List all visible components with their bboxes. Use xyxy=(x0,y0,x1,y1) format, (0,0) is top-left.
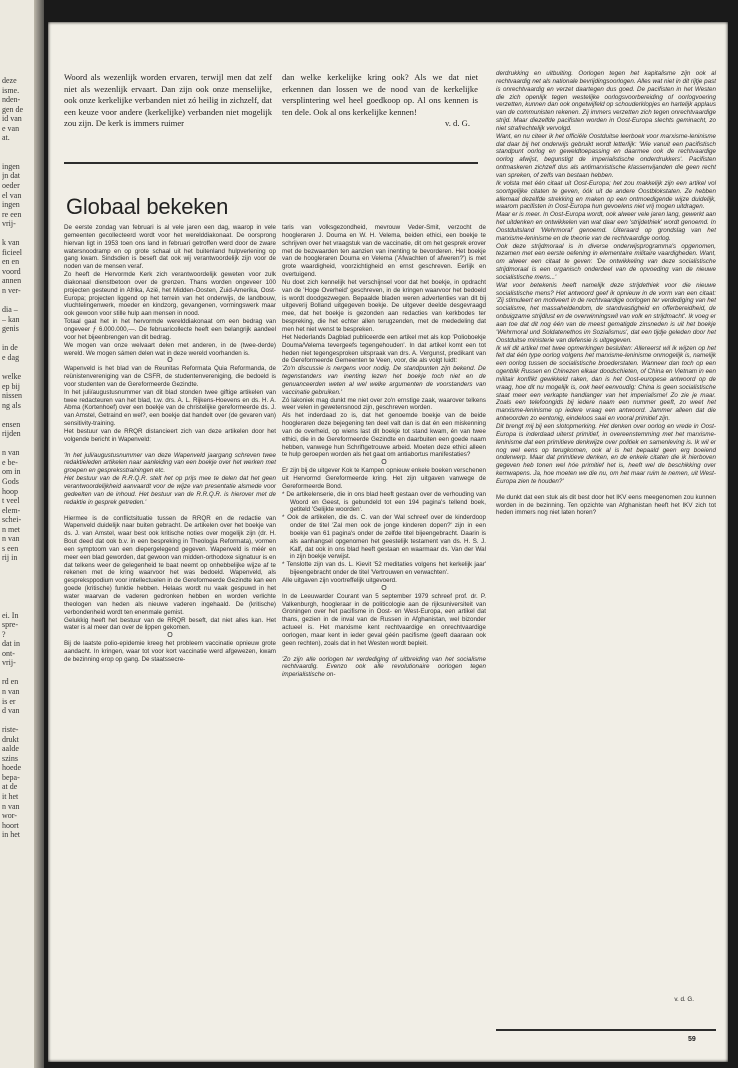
facing-page-fragment: spre- xyxy=(2,620,18,630)
facing-page-fragment xyxy=(2,439,34,449)
facing-page-fragment: riste- xyxy=(2,725,19,735)
facing-page-fragment xyxy=(2,410,34,420)
facing-page-fragment: n van xyxy=(2,448,20,458)
facing-page-fragment: d van xyxy=(2,706,20,716)
paragraph: Alle uitgaven zijn voortreffelijk uitgevoerd. xyxy=(282,576,397,584)
previous-article-signature: v. d. G. xyxy=(445,118,470,128)
facing-page-fragment: ? xyxy=(2,629,6,639)
paragraph: Dit brengt mij bij een slotopmerking. Het denken over oorlog en vrede in Oost-Europa is inderdaad uiterst primitief, in overeenstemming met het marxisme-leninisme dat een primitieve denkwijze over politiek en samenleving is. Ik wil er nog wel eens op terugkomen, ook al is het bepaald geen erg boeiend onderwerp. Maar dat primitieve denken, en de enkele citaten die ik hierboven gegeven heb tonen wel hóe primitief het is, heeft wel de beschikking over kernwapens. Ja, hoe moeten we die nu, om het maar ruim te nemen, uit West-Europa zien te houden?' xyxy=(496,422,716,485)
facing-page-fragment: welke xyxy=(2,371,22,381)
paragraph: Er zijn bij de uitgever Kok te Kampen opnieuw enkele boeken verschenen uit Hervormd Gereformeerde kring. Het zijn uitgaven vanwege de Gereformeerde Bond. xyxy=(282,467,486,490)
facing-page-fragment: in de xyxy=(2,343,18,353)
facing-page-fragment: schei- xyxy=(2,515,22,525)
paragraph: Ik volsta met één citaat uit Oost-Europa; het zou makkelijk zijn een artikel vol soortgelijke citaten te geven, óók uit de andere Oostblokstaten. Ze hebben allemaal dezelfde strekking en maken op een ontmoedigende wijze duidelijk, waarom pacifisten in Oost-Europa hun gevoelens niet vrij mogen uitdragen. xyxy=(496,179,716,211)
facing-page-fragment: Gods xyxy=(2,476,19,486)
paragraph: Maar er is meer. In Oost-Europa wordt, ook alweer vele jaren lang, gewerkt aan het uitdenken en ontwikkelen van wat daar een 'strijdethiek' wordt genoemd. In Oostduitsland 'Wehrmoral' genoemd. Uiteraard op grondslag van het marxisme-leninisme en de theorie van de rechtvaardige oorlog. xyxy=(496,211,717,242)
paragraph: Wapenveld is het blad van de Reunitas Reformata Quia Reformanda, de reünistenvereniging van de CSFR, de studentenvereniging, die bedoeld is voor studenten van de Gereformeerde Gezindte. xyxy=(64,365,276,388)
facing-page-fragment: dia – xyxy=(2,305,18,315)
paragraph: Het Nederlands Dagblad publiceerde een artikel met als kop 'Polioboekje Douma/Velema tevergeefs tegengehouden'. In dat artikel komt een tot heden niet tegengesproken uitspraak van drs. A. Vergunst, predikant van de Gereformeerde Gemeenten te Veen, voor, die als volgt luidt: xyxy=(282,333,486,365)
facing-page-fragment xyxy=(2,143,34,153)
facing-page-fragment: bepa- xyxy=(2,772,20,782)
facing-page-fragment: n ver- xyxy=(2,286,21,296)
facing-page-fragment: hoort xyxy=(2,820,19,830)
section-separator-circle: O xyxy=(167,357,173,365)
paragraph: 'In het juli/augustusnummer van deze Wapenveld jaargang schreven twee redaktieleden artikelen naar aanleiding van een boekje over het werken met groepen en gespreksstrainingen etc. xyxy=(64,451,276,475)
facing-page-fragment: en en xyxy=(2,257,20,267)
facing-page-fragment: elem- xyxy=(2,505,21,515)
paragraph: Hiermee is de conflictsituatie tussen de RRQR en de redactie van Wapenveld duidelijk naar buiten gebracht. De artikelen over het boekje van ds. J. van Amstel, waar best ook kritische noties over mogelijk zijn (dr. H. Bout deed dat ook b.v. in een bespreking in Theologia Reformata), vormen een symptoom van een diepergelegend gegeven. Wapenveld is méér en meer een blad geworden, dat gewoon van midden-orthodoxe signatuur is en dat telkens weer de gelegenheid te baat neemt op onhebbelijke wijze af te rekenen met de kring waarvoor het was bedoeld. Wapenveld, als gespreksppodium voor intellectuelen in de Gereformeerde Gezindte kan een goede (kritische) funktie hebben. Helaas wordt nu vaak gespuwd in het water waarvan de vaderen gedronken hebben en worden verlichte theologen van heden als nieuwe vaderen ingehaald. De (kritische) verbondenheid wordt ten enenmale gemist. xyxy=(64,514,276,616)
facing-page-fragment: vrij- xyxy=(2,658,16,668)
facing-page-fragment xyxy=(2,334,34,344)
facing-page-fragment: ficieel xyxy=(2,247,22,257)
facing-page-fragment: rijden xyxy=(2,429,21,439)
facing-page-fragment: n met xyxy=(2,524,20,534)
paragraph: 'Zo'n discussie is nergens voor nodig. De standpunten zijn bekend. De tegenstanders van inenting lezen het boekje toch niet en de genuanceerden weten al wel welke argumenten de voorstanders van vaccinatie gebruiken.' xyxy=(282,365,486,396)
facing-page-fragment: rd en xyxy=(2,677,19,687)
column-3-signature-wrap xyxy=(496,996,716,1004)
facing-page-fragment: deze xyxy=(2,76,17,85)
facing-page-fragment: it het xyxy=(2,792,19,802)
article-signature: v. d. G. xyxy=(674,996,694,1004)
facing-page-fragment: n van xyxy=(2,534,20,544)
facing-page-edge xyxy=(0,0,44,1068)
facing-page-fragment xyxy=(2,229,34,239)
facing-page-fragment: in het xyxy=(2,830,20,840)
facing-page-fragment: e be- xyxy=(2,457,18,467)
facing-page-fragment: ep bij xyxy=(2,381,20,391)
facing-page-fragment: e dag xyxy=(2,352,20,362)
facing-page-fragment: – kan xyxy=(2,314,20,324)
facing-page-fragment: nden- xyxy=(2,95,21,105)
facing-page-fragment: t veel xyxy=(2,496,20,506)
paragraph: taris van volksgezondheid, mevrouw Veder-Smit, verzocht de hoogleraren J. Douma en W. H. Velema, beiden ethici, een boekje te schrijven over het vraagstuk van de vaccinatie, dit om het gesprek erover met de bezwaarden ten aanzien van inenting te bevorderen. Het boekje van de hoogleraren Douma en Velema ('Afwachten of afweren?') is met grote waardigheid, voorzichtigheid en ernst geschreven. Eerlijk en overtuigend. xyxy=(282,224,486,279)
section-separator-circle: O xyxy=(381,584,387,592)
paragraph: Nu doet zich kennelijk het verschijnsel voor dat het boekje, in opdracht van de 'Hoge Overheid' geschreven, in de kringen waarvoor het bedoeld is wordt doodgezwegen. Bepaalde bladen weren advertenties van dit bij uitgeverij Bolland uitgegeven boekje. De uitgever deelde desgevraagd mee, dat het boekje is gezonden aan redacties van kerkbodes ter bespreking, die het echter allen terugzenden, met de mededeling dat men het niet wenst te bespreken. xyxy=(282,278,486,333)
paragraph: Het bestuur van de RRQR distancieert zich van deze artikelen door het volgende bericht in Wapenveld: xyxy=(64,427,276,443)
facing-page-fragment: voord xyxy=(2,266,21,276)
facing-page-fragment: ng als xyxy=(2,400,21,410)
facing-page-fragment: drukt xyxy=(2,734,19,744)
previous-article-end-right xyxy=(282,72,478,130)
facing-page-fragment: annen xyxy=(2,276,22,286)
facing-page-text xyxy=(2,76,34,840)
facing-page-fragment: jn dat xyxy=(2,171,20,181)
facing-page-fragment: at de xyxy=(2,782,18,792)
article-title: Globaal bekeken xyxy=(66,194,229,219)
facing-page-fragment xyxy=(2,296,34,306)
previous-article-text-left: Woord als wezenlijk worden ervaren, terwijl men dat zelf niet als wezenlijk ervaart. Dan zijn ook onze menselijke, ook onze kerkelijke verbanden niet zó heilig in zichzelf, dat een keuze voor andere (kerkelijke) verbanden niet mogelijk zou zijn. De kerk is immers ruimer xyxy=(64,72,272,128)
paragraph: In de Leeuwarder Courant van 5 september 1979 schreef prof. dr. P. Valkenburgh, hoogleraar in de politicologie aan de rijksuniversiteit van Groningen over het pacifisme in Oost- en West-Europa, een artikel dat thans, gezien in de inval van de Russen in Afghanistan, wel bizonder actueel is. Het marxisme kent rechtvaardige en onrechtvaardige oorlogen, maar kent in ieder geval géén pacifisme (geeft daaraan ook geen rechten), zoals dat in het Westen wordt bepleit. xyxy=(282,592,486,647)
facing-page-fragment: wor- xyxy=(2,811,17,821)
page-number: 59 xyxy=(688,1036,696,1043)
facing-page-fragment: at. xyxy=(2,133,10,143)
facing-page-fragment: is er xyxy=(2,696,16,706)
paragraph: In het juli/augustusnummer van dit blad stonden twee giftige artikelen van twee redacteuren van het blad, t.w. drs. A. L. Rijkens-Hoevens en ds. H. A. Abma (Kortenhoef) over een boekje van de christelijke gereformeerde ds. J. van Amstel, Getraind en wel?, een boekje dat handelt over (de gevaren van) sensitivity-training. xyxy=(64,388,276,428)
previous-article-text-right: dan welke kerkelijke kring ook? Als we dat niet erkennen dan lossen we de nood van de kerkelijke versplintering wel heel goedkoop op. Al ons kennen is ten dele. Ook al ons kerkelijke kennen! xyxy=(282,72,478,117)
paragraph: derdrukking en uitbuiting. Oorlogen tegen het kapitalisme zijn ook al rechtvaardig net als nationale bevrijdingsoorlogen. Alles wat niet in dit rijtje past is onrechtvaardig en verzet daartegen dus goed. De pacifisten in het Westen die zich openlijk tegen westelijke oorlogsvoorbereiding of oorlogvoering verzetten, kunnen dan ook ongetwijfeld op schouderklopjes en hartelijk applaus van de communisten rekenen. Zij immers verzetten zich tegen onrechtvaardige strijd. Maar diezelfde pacifisten worden in Oost-Europa slechts geminacht, zo niet strafrechtelijk vervolgd. xyxy=(496,70,716,132)
footer-divider xyxy=(496,1029,716,1031)
facing-page-fragment: s een xyxy=(2,543,19,553)
facing-page-fragment: oeder xyxy=(2,181,20,191)
section-divider xyxy=(64,162,478,164)
facing-page-fragment: id van xyxy=(2,114,22,124)
facing-page-fragment: ei. In xyxy=(2,610,19,620)
paragraph: Het bestuur van de R.R.Q.R. stelt het op prijs mee te delen dat het geen verantwoordelijkheid aanvaardt voor de wijze van presentatie alsmede voor gedeelten van de inhoud. Het bestuur van de R.R.Q.R. is hierover met de redaktie in gesprek getreden.' xyxy=(64,475,276,506)
section-separator-circle: O xyxy=(167,632,173,640)
facing-page-fragment xyxy=(2,152,34,162)
facing-page-fragment: k van xyxy=(2,238,20,248)
facing-page-fragment: gen de xyxy=(2,104,24,114)
facing-page-fragment xyxy=(2,572,34,582)
paragraph: Zo heeft de Hervormde Kerk zich verantwoordelijk geweten voor zulk diakonaal dienstbetoon over de grenzen. Thans worden ongeveer 100 projecten gesteund in Afrika, Azië, het Midden-Oosten, Zuid-Amerika, Oost-Europa; projecten liggend op het terrein van het onderwijs, de landbouw, vluchtelingenwerk, moeder en kindzorg, gevangenen, vormingswerk maar ook gewoon voor stille hulp aan mensen in nood. xyxy=(64,271,276,318)
facing-page-fragment: isme. xyxy=(2,85,20,95)
paragraph: De eerste zondag van februari is al vele jaren een dag, waarop in vele gemeenten gecollecteerd wordt voor het werelddiakonaat. De oorsprong hiervan ligt in 1953 toen ons land in februari getroffen werd door de zware watersnoodramp en op grote schaal uit het buitenland hulpverlening op gang kwam. Sindsdien is beseft dat ook wij verantwoordelijk zijn voor de noden van de mensen veraf. xyxy=(64,224,276,271)
facing-page-fragment: el van xyxy=(2,190,22,200)
facing-page-fragment xyxy=(2,601,34,611)
facing-page-fragment: ensen xyxy=(2,419,21,429)
section-separator-circle: O xyxy=(381,459,387,467)
facing-page-fragment: n van xyxy=(2,801,20,811)
paragraph: Bij de laatste polio-epidemie kreeg het probleem vaccinatie opnieuw grote aandacht. In kringen, waar tot voor kort vaccinatie werd afgewezen, kwam de bezinning erop op gang. De staatssecre- xyxy=(64,640,276,663)
facing-page-fragment: om in xyxy=(2,467,21,477)
facing-page-fragment xyxy=(2,716,34,726)
facing-page-fragment: ingen xyxy=(2,161,20,171)
facing-page-fragment: hoop xyxy=(2,486,18,496)
paragraph: Totaal gaat het in het hervormde werelddiakonaat om een bedrag van ongeveer ƒ 6.000.000,—. De februaricollecte heeft een belangrijk aandeel voor het bijeenbrengen van dit bedrag. xyxy=(64,318,276,341)
facing-page-fragment: e van xyxy=(2,123,20,133)
paragraph: Me dunkt dat een stuk als dit best door het IKV eens meegenomen zou kunnen worden in de bezinning. Ten opzichte van Afghanistan heeft het IKV zich tot heden immers nog niet laten horen? xyxy=(496,493,716,517)
facing-page-fragment: genis xyxy=(2,324,19,334)
facing-page-fragment: re een xyxy=(2,209,22,219)
paragraph: 'Zo zijn alle oorlogen ter verdediging of uitbreiding van het socialisme rechtvaardig. Evenzo ook alle revolutionaire oorlogen tegen imperialistische on- xyxy=(282,655,486,679)
paragraph: Wat voor betekenis heeft namelijk deze strijdethiek voor die nieuwe socialistische mens? Het antwoord geef ik opnieuw in de vorm van een citaat: 'Zij stimuleert en motiveert in de rechtvaardige oorlogen ter verdediging van het socialisme, het massaheldendom, de standvastigheid en offerbereidheid, de onbuigzame strijdlust en de overwinningswil van volk en strijdmacht'. Ik voeg er aan toe dat dit nog één van de meest gematigde zinsneden is uit het boekje 'Wehrmoral und Soldatenethos im Sozialismus', dat een tijdje geleden door het Oostduitse ministerie van defensie is uitgegeven. xyxy=(496,281,716,344)
facing-page-fragment: vrij- xyxy=(2,219,16,229)
paragraph: Ik wil dit artikel met twee opmerkingen besluiten: Allereerst wil ik wijzen op het feit dat één type oorlog volgens het marxisme-leninisme onmogelijk is, namelijk een oorlog tussen de socialistische broederstaten. Wanneer dan toch op een ogenblik Russen en Chinezen elkaar doodschieten, of China en Vietnam in een militair konflikt gewikkeld raken, dan is het Oost-europese antwoord op de vraag, hoe dit nu mogelijk is, ook heel eenvoudig: China is geen socialistische staat meer een verkapte handlanger van het imperialisme! Zo zie je maar. Zoals een telefoongids bij iedere naam een nummer geeft, zo weet het marxisme-leninisme op iedere vraag een antwoord. Jammer alleen dat die antwoorden zo eentonig, eindeloos saai en vooral primitief zijn. xyxy=(496,344,716,423)
facing-page-fragment xyxy=(2,582,34,592)
paragraph: * Ook de artikelen, die ds. C. van der Wal schreef over de kinderdoop onder de titel 'Zal men ook de jonge kinderen dopen?' zijn in een boekje van 61 pagina's onder de zelfde titel bijeengebracht. Daarin is als aanhangsel opgenomen het geestelijk testament van ds. H. S. J. Kalf, dat ook in ons blad heeft gestaan en waarmaar ds. Van der Wal in zijn boekje verwijst. xyxy=(282,514,486,561)
facing-page-fragment: rij in xyxy=(2,553,18,563)
paragraph: We mogen van onze welvaart delen met anderen, in de (twee-derde) wereld. We mogen sámen delen wat in deze wereld voorhanden is. xyxy=(64,341,276,357)
facing-page-fragment: aalde xyxy=(2,744,19,754)
paragraph: Zó lakoniek mag dunkt me niet over zo'n ernstige zaak, waarover telkens weer velen in gewetensnood zijn, geschreven worden. xyxy=(282,396,486,412)
magazine-page xyxy=(48,22,728,1062)
column-1 xyxy=(64,224,276,664)
paragraph: Gelukkig heeft het bestuur van de RRQR beseft, dat niet alles kan. Het water is al meer dan over de lippen gekomen. xyxy=(64,616,276,632)
column-3 xyxy=(496,70,716,517)
previous-article-end-left xyxy=(64,72,272,130)
facing-page-fragment: nissen xyxy=(2,391,22,401)
facing-page-fragment xyxy=(2,668,34,678)
book-gutter-shadow xyxy=(34,0,44,1068)
facing-page-fragment xyxy=(2,563,34,573)
column-2 xyxy=(282,224,486,679)
facing-page-fragment: n van xyxy=(2,687,20,696)
facing-page-fragment: ont- xyxy=(2,648,15,658)
paragraph: Als het inderdaad zo is, dat het genoemde boekje van de beide hoogleraren deze bejegening ten deel valt dan is dat én een miskenning van de overheid, op wiens last dit boekje tot stand kwam, én van twee ethici, die in de Gereformeerde Gezindte en daarbuiten een goede naam hebben, vanwege hun Schriftgetrouwe arbeid. Moeten deze ethici alleen te hulp geroepen worden als het gaat om antiabortus manifestaties? xyxy=(282,412,486,459)
paragraph: * Tenslotte zijn van ds. L. Kievit '52 meditaties volgens het kerkelijk jaar' bijeengebracht onder de titel 'Vertrouwen en verwachten'. xyxy=(282,561,486,577)
facing-page-fragment: szins xyxy=(2,753,18,763)
facing-page-fragment: dat in xyxy=(2,639,20,649)
facing-page-fragment xyxy=(2,592,34,602)
paragraph: Ook deze strijdmoraal is in diverse onderwijsprogramma's opgenomen, tezamen met een eerste oefening in elementaire militaire vaardigheden. Want, om alweer een citaat te geven: 'De ontwikkeling van deze socialistische strijdmoraal is een organisch onderdeel van de opvoeding van de nieuwe socialistische mens...' xyxy=(496,242,716,281)
facing-page-fragment: hoede xyxy=(2,763,22,773)
paragraph: * De artikelenserie, die in ons blad heeft gestaan over de verhouding van Woord en Geest, is gebundeld tot een 194 pagina's tellend boek, getiteld 'Gelijkte woorden'. xyxy=(282,490,486,514)
facing-page-fragment xyxy=(2,362,34,372)
facing-page-fragment: ingen xyxy=(2,200,20,210)
paragraph: Want, en nu citeer ik het officiële Oostduitse leerboek voor marxisme-leninisme dat daar bij het onderwijs gebruikt wordt letterlijk: 'Wie vanuit een pacifistisch standpunt oorlog en geweldtoepassing en daarmee ook de rechtvaardige oorlog afwijst, begunstigt de imperialistische onderdrukkers'. Pacifisten ontmaskeren zichzelf dus als antimarxistische klassenvijanden die geen recht van spreken, of zelfs van bestaan hebben. xyxy=(496,132,716,179)
